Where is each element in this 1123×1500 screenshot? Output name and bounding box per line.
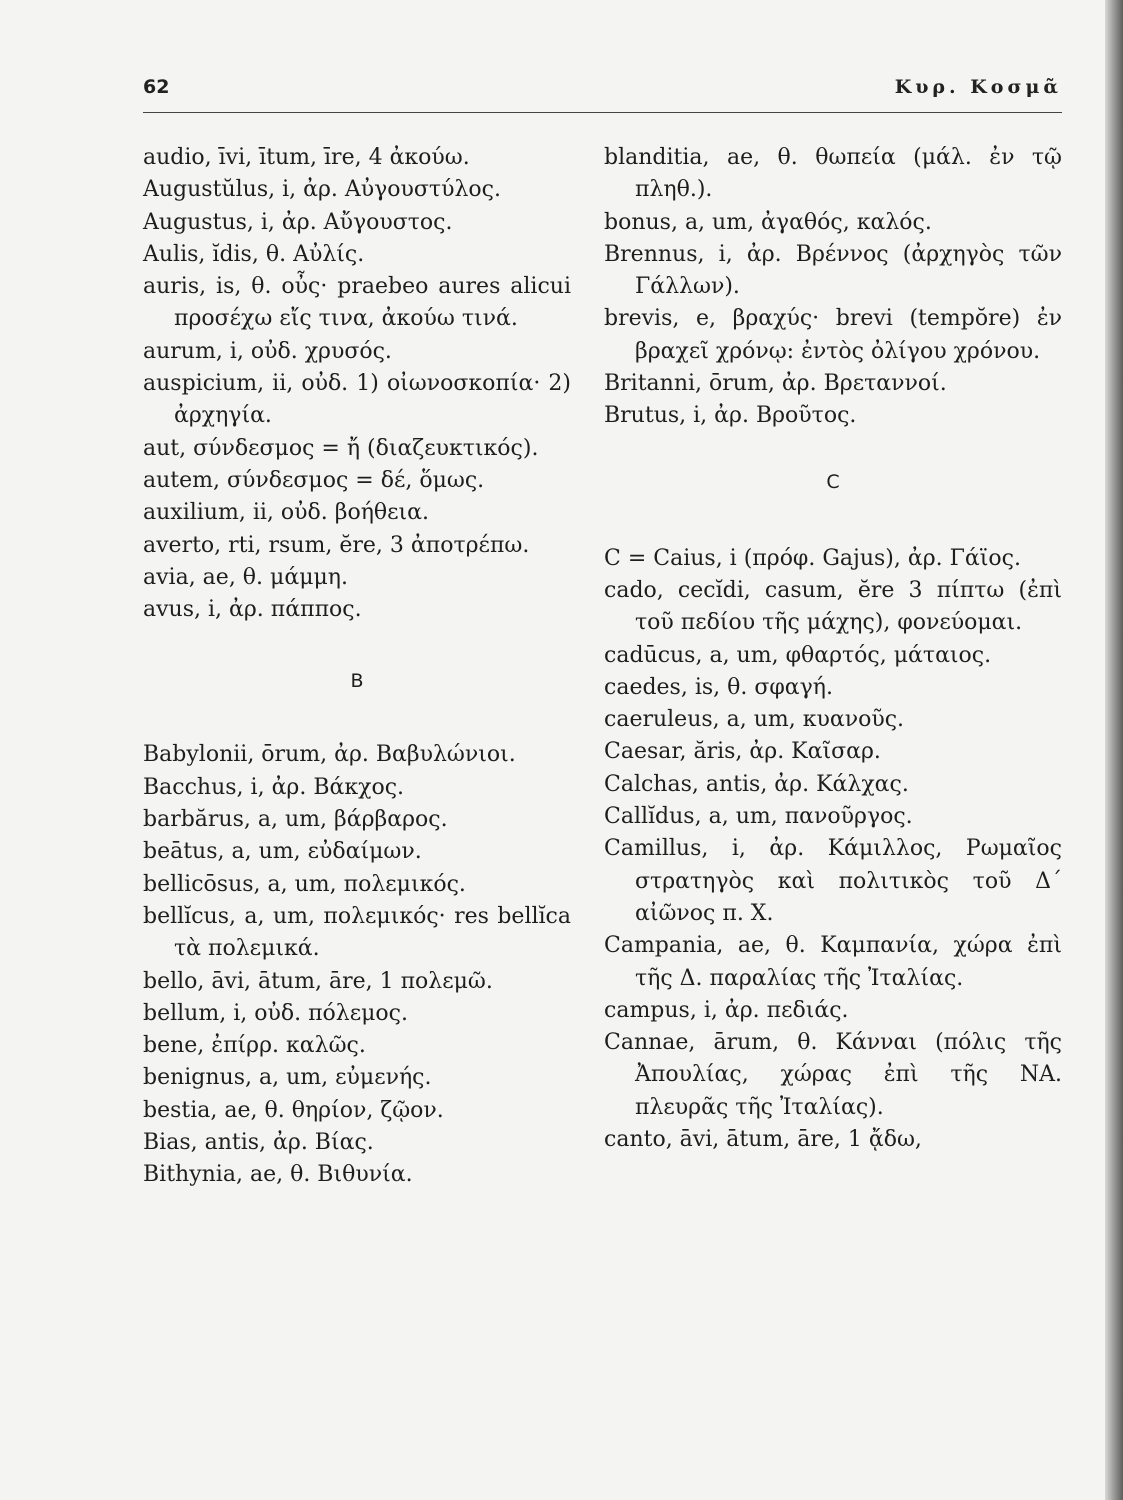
running-head: Κυρ. Κοσμᾶ: [894, 76, 1062, 98]
dictionary-entry: auris, is, θ. οὖς· praebeo aures alicui προσέχω εἴς τινα, ἀκούω τινά.: [143, 274, 571, 332]
dictionary-entry: benignus, a, um, εὐμενής.: [143, 1065, 432, 1091]
dictionary-entry: auxilium, ii, οὐδ. βοήθεια.: [143, 500, 429, 526]
dictionary-entry: Campania, ae, θ. Καμπανία, χώρα ἐπὶ τῆς Δ. παραλίας τῆς Ἰταλίας.: [604, 933, 1062, 991]
dictionary-entry: Callĭdus, a, um, πανοῦργος.: [604, 804, 913, 830]
dictionary-entry: aut, σύνδεσμος = ἤ (διαζευκτικός).: [143, 435, 539, 461]
dictionary-entry: Brutus, i, ἀρ. Βροῦτος.: [604, 403, 857, 429]
dictionary-entry: blanditia, ae, θ. θωπεία (μάλ. ἐν τῷ πληθ.).: [604, 145, 1062, 203]
dictionary-entry: cadūcus, a, um, φθαρτός, μάταιος.: [604, 642, 992, 668]
dictionary-entry: campus, i, ἀρ. πεδιάς.: [604, 997, 849, 1023]
right-column: [604, 142, 1062, 1156]
dictionary-entry: Augustus, i, ἀρ. Αὔγουστος.: [143, 209, 453, 235]
dictionary-entry: Brennus, i, ἀρ. Βρέννος (ἀρχηγὸς τῶν Γάλλων).: [604, 241, 1062, 300]
dictionary-entry: bellicōsus, a, um, πολεμικός.: [143, 871, 466, 897]
dictionary-entry: Augustŭlus, i, ἀρ. Αὐγουστύλος.: [143, 177, 501, 203]
dictionary-entry: caedes, is, θ. σφαγή.: [604, 674, 833, 700]
dictionary-entry: bestia, ae, θ. θηρίον, ζῷον.: [143, 1097, 444, 1123]
dictionary-entry: brevis, e, βραχύς· brevi (tempŏre) ἐν βραχεῖ χρόνῳ: ἐντὸς ὀλίγου χρόνου.: [604, 306, 1062, 364]
dictionary-entry: Calchas, antis, ἀρ. Κάλχας.: [604, 771, 909, 797]
dictionary-entry: barbărus, a, um, βάρβαρος.: [143, 807, 448, 833]
dictionary-entry: cado, cecĭdi, casum, ĕre 3 πίπτω (ἐπὶ τοῦ πεδίου τῆς μάχης), φονεύομαι.: [604, 577, 1062, 636]
dictionary-entry: auspicium, ii, οὐδ. 1) οἰωνοσκοπία· 2) ἀρχηγία.: [143, 371, 571, 429]
dictionary-entry: canto, āvi, ātum, āre, 1 ᾄδω,: [604, 1127, 922, 1153]
dictionary-entry: bonus, a, um, ἀγαθός, καλός.: [604, 209, 932, 235]
dictionary-entry: Camillus, i, ἀρ. Κάμιλλος, Ρωμαῖος στρατηγὸς καὶ πολιτικὸς τοῦ Δ΄ αἰῶνος π. Χ.: [604, 836, 1062, 926]
dictionary-entry: Aulis, ĭdis, θ. Αὐλίς.: [143, 241, 365, 267]
entry-group-b-continued: [604, 142, 1062, 433]
dictionary-entry: bellum, i, οὐδ. πόλεμος.: [143, 1000, 408, 1026]
dictionary-entry: avus, i, ἀρ. πάππος.: [143, 597, 362, 623]
dictionary-entry: audio, īvi, ītum, īre, 4 ἀκούω.: [143, 145, 470, 170]
dictionary-entry: avia, ae, θ. μάμμη.: [143, 564, 348, 590]
dictionary-entry: C = Caius, i (πρόφ. Gajus), ἀρ. Γάϊος.: [604, 545, 1021, 571]
dictionary-entry: bene, ἐπίρρ. καλῶς.: [143, 1033, 366, 1059]
dictionary-entry: Babylonii, ōrum, ἀρ. Βαβυλώνιοι.: [143, 742, 516, 768]
entry-group-a: [143, 142, 571, 626]
dictionary-entry: averto, rti, rsum, ĕre, 3 ἀποτρέπω.: [143, 532, 530, 558]
left-column: [143, 142, 571, 1192]
section-letter-c: C: [826, 470, 840, 493]
section-letter-b: B: [350, 670, 364, 693]
page-header: [143, 76, 1062, 106]
dictionary-entry: Bias, antis, ἀρ. Βίας.: [143, 1130, 374, 1156]
header-rule: [143, 112, 1062, 113]
dictionary-entry: Caesar, ăris, ἀρ. Καῖσαρ.: [604, 739, 881, 765]
dictionary-entry: bello, āvi, ātum, āre, 1 πολεμῶ.: [143, 968, 493, 994]
dictionary-entry: bellĭcus, a, um, πολεμικός· res bellĭca τὰ πολεμικά.: [143, 903, 571, 962]
entry-group-c: [604, 543, 1062, 1157]
dictionary-entry: caeruleus, a, um, κυανοῦς.: [604, 707, 905, 733]
page-number: 62: [143, 76, 170, 98]
dictionary-entry: Bithynia, ae, θ. Βιθυνία.: [143, 1162, 413, 1188]
book-spine-shadow: [1105, 0, 1123, 1500]
entry-group-b: [143, 739, 571, 1191]
dictionary-entry: Britanni, ōrum, ἀρ. Βρεταννοί.: [604, 371, 947, 397]
dictionary-entry: Bacchus, i, ἀρ. Βάκχος.: [143, 774, 405, 800]
dictionary-entry: aurum, i, οὐδ. χρυσός.: [143, 338, 392, 364]
dictionary-entry: autem, σύνδεσμος = δέ, ὅμως.: [143, 467, 485, 493]
dictionary-entry: beātus, a, um, εὐδαίμων.: [143, 839, 422, 865]
dictionary-entry: Cannae, ārum, θ. Κάνναι (πόλις τῆς Ἀπουλίας, χώρας ἐπὶ τῆς ΝΑ. πλευρᾶς τῆς Ἰταλίας).: [604, 1030, 1062, 1120]
